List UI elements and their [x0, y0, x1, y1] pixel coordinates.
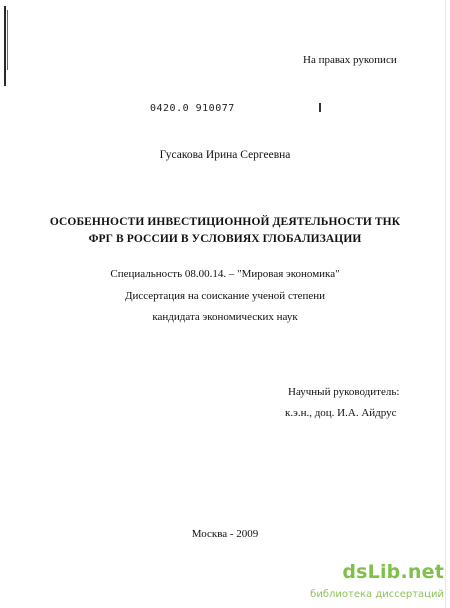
author-name: Гусакова Ирина Сергеевна [159, 149, 291, 161]
watermark [310, 561, 444, 605]
dissertation-purpose: Диссертация на соискание ученой степени [124, 290, 326, 302]
title-line-2: ФРГ В РОССИИ В УСЛОВИЯХ ГЛОБАЛИЗАЦИИ [88, 233, 362, 245]
scan-left-edge-shadow [4, 6, 6, 86]
specialty-line: Специальность 08.00.14. – "Мировая экономика" [110, 268, 340, 280]
dissertation-title [0, 214, 450, 248]
watermark-tagline: библиотека диссертаций [310, 589, 444, 600]
rights-notice: На правах рукописи [303, 54, 397, 66]
advisor-label: Научный руководитель: [288, 386, 400, 398]
registration-code: 0420.0 910077 [150, 103, 235, 114]
title-line-1: ОСОБЕННОСТИ ИНВЕСТИЦИОННОЙ ДЕЯТЕЛЬНОСТИ ТНК [49, 216, 401, 228]
scan-left-edge-line [7, 10, 8, 70]
watermark-logo: dsLib.net [342, 561, 444, 583]
degree-line: кандидата экономических наук [152, 311, 298, 323]
registration-code-mark [319, 103, 321, 112]
city-year: Москва - 2009 [191, 528, 259, 540]
advisor-name: к.э.н., доц. И.А. Айдрус [285, 407, 397, 419]
scan-right-edge [445, 0, 446, 608]
